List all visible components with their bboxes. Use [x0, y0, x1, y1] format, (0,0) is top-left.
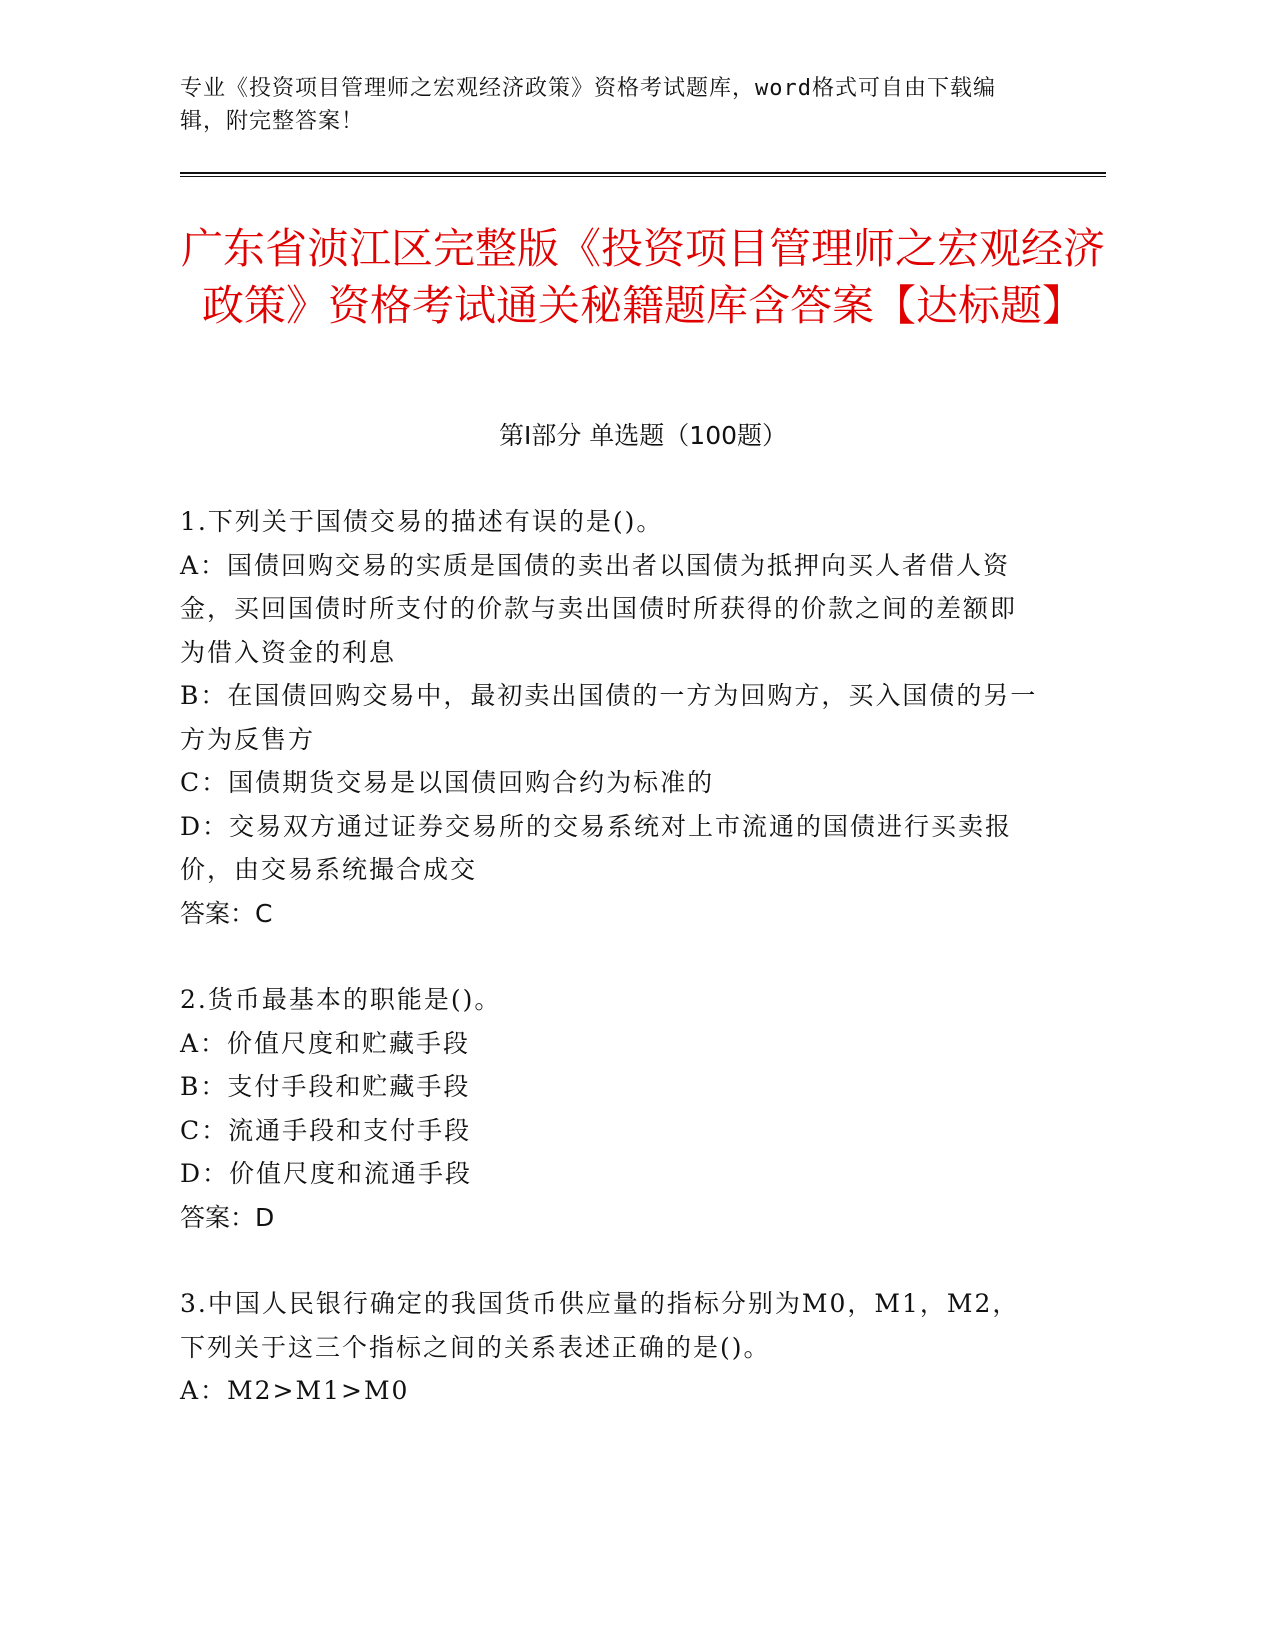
option-a: A：价值尺度和贮藏手段: [180, 1028, 471, 1058]
question-3: [180, 1282, 1040, 1413]
header-rule-thin: [180, 176, 1106, 177]
header-rule-thick: [180, 172, 1106, 174]
header-note: 专业《投资项目管理师之宏观经济政策》资格考试题库，word格式可自由下载编辑，附完整答案！: [180, 76, 996, 134]
question-stem: 3.中国人民银行确定的我国货币供应量的指标分别为M0，M1，M2，下列关于这三个指标之间的关系表述正确的是()。: [180, 1289, 1020, 1362]
question-stem: 2.货币最基本的职能是()。: [180, 985, 502, 1014]
option-b: B：支付手段和贮藏手段: [180, 1072, 471, 1101]
option-d: D：价值尺度和流通手段: [180, 1159, 473, 1188]
option-a: A：国债回购交易的实质是国债的卖出者以国债为抵押向买人者借人资金，买回国债时所支付的价款与卖出国债时所获得的价款之间的差额即为借入资金的利息: [180, 550, 1018, 667]
answer-line: 答案：C: [180, 898, 273, 928]
option-b: B：在国债回购交易中，最初卖出国债的一方为回购方，买入国债的另一方为反售方: [180, 681, 1038, 754]
section-heading: 第Ⅰ部分 单选题（100题）: [498, 421, 788, 450]
question-list: [180, 500, 1040, 1456]
option-a: A：M2>M1>M0: [180, 1376, 410, 1405]
option-c: C：国债期货交易是以国债回购合约为标准的: [180, 768, 715, 797]
question-1: [180, 500, 1040, 935]
question-stem: 1.下列关于国债交易的描述有误的是()。: [180, 507, 664, 536]
question-2: [180, 978, 1040, 1239]
option-c: C：流通手段和支付手段: [180, 1115, 472, 1145]
option-d: D：交易双方通过证券交易所的交易系统对上市流通的国债进行买卖报价，由交易系统撮合成交: [180, 811, 1013, 884]
answer-line: 答案：D: [180, 1202, 275, 1232]
document-title: 广东省浈江区完整版《投资项目管理师之宏观经济政策》资格考试通关秘籍题库含答案【达标题】: [180, 224, 1105, 331]
